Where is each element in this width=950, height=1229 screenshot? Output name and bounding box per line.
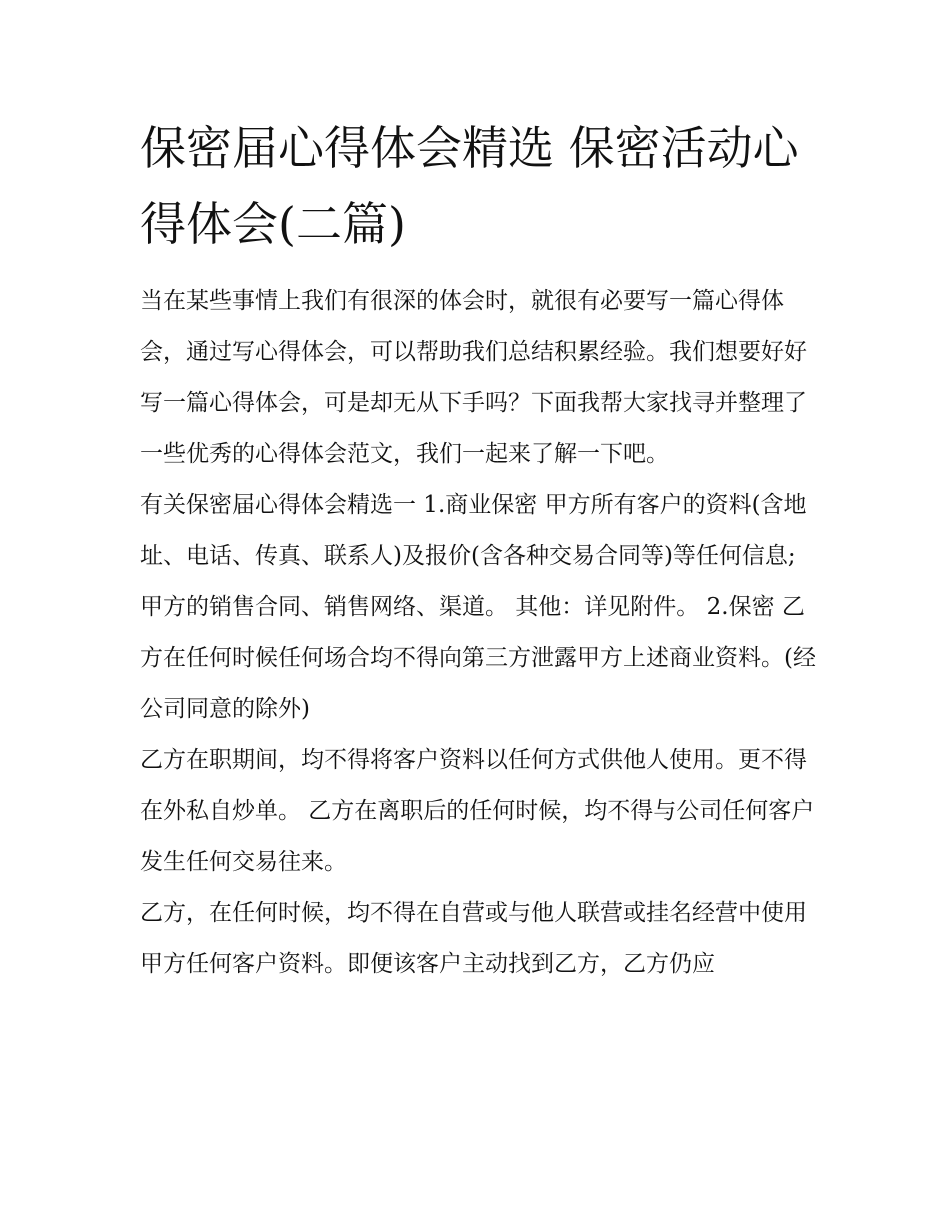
paragraph-intro: 当在某些事情上我们有很深的体会时，就很有必要写一篇心得体会，通过写心得体会，可以帮助我们总结积累经验。我们想要好好写一篇心得体会，可是却无从下手吗？下面我帮大家找寻并整理了一些优秀的心得体会范文，我们一起来了解一下吧。	[140, 288, 807, 467]
paragraph-3: 乙方在职期间，均不得将客户资料以任何方式供他人使用。更不得在外私自炒单。 乙方在离职后的任何时候，均不得与公司任何客户发生任何交易往来。	[140, 747, 815, 875]
paragraph-4: 乙方，在任何时候，均不得在自营或与他人联营或挂名经营中使用甲方任何客户资料。即便该客户主动找到乙方，乙方仍应	[140, 900, 807, 977]
paragraph-2: 甲方的销售合同、销售网络、渠道。 其他：详见附件。 2.保密 乙方在任何时候任何场合均不得向第三方泄露甲方上述商业资料。(经公司同意的除外)	[140, 594, 816, 722]
document-title: 保密届心得体会精选 保密活动心得体会(二篇)	[140, 121, 799, 251]
paragraph-1: 有关保密届心得体会精选一 1.商业保密 甲方所有客户的资料(含地址、电话、传真、联系人)及报价(含各种交易合同等)等任何信息;	[140, 492, 807, 569]
document-body	[140, 276, 820, 990]
